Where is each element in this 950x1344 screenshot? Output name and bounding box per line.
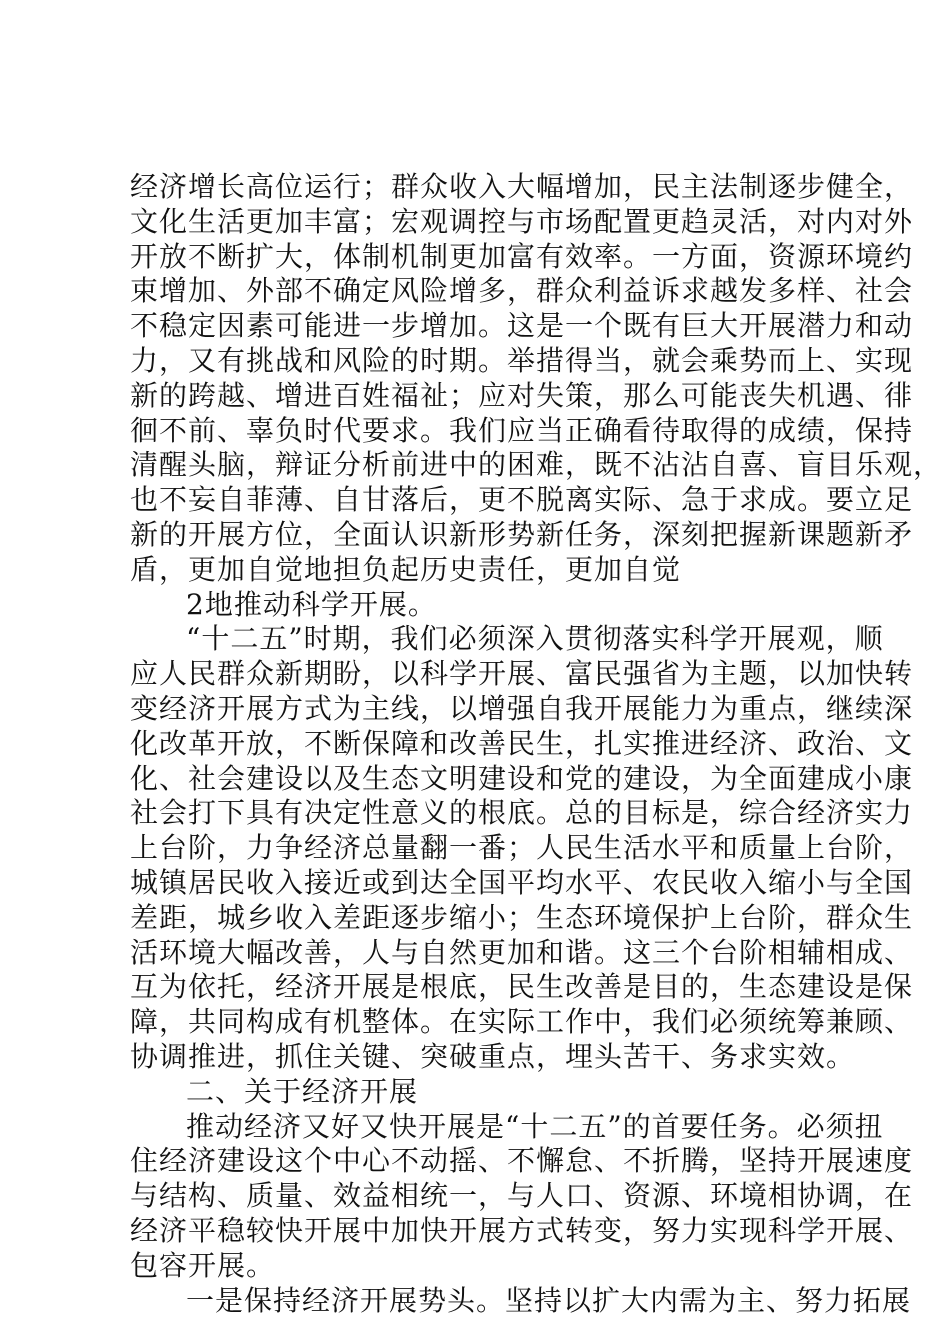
text-line: 2地推动科学开展。: [186, 587, 437, 621]
text-line: 经济平稳较快开展中加快开展方式转变，努力实现科学开展、: [130, 1213, 914, 1247]
text-line: 互为依托，经济开展是根底，民生改善是目的，生态建设是保: [130, 970, 914, 1004]
text-line: 活环境大幅改善，人与自然更加和谐。这三个台阶相辅相成、: [130, 935, 914, 969]
text-line: 城镇居民收入接近或到达全国平均水平、农民收入缩小与全国: [130, 865, 914, 899]
document-body: [130, 170, 943, 1318]
text-line: 清醒头脑，辩证分析前进中的困难，既不沾沾自喜、盲目乐观，: [130, 448, 943, 482]
text-line: 协调推进，抓住关键、突破重点，埋头苦干、务求实效。: [130, 1039, 856, 1073]
text-line: 徊不前、辜负时代要求。我们应当正确看待取得的成绩，保持: [130, 413, 914, 447]
text-line: 应人民群众新期盼，以科学开展、富民强省为主题，以加快转: [130, 657, 914, 691]
text-line: 推动经济又好又快开展是“十二五”的首要任务。必须扭: [186, 1109, 884, 1143]
text-line: 差距，城乡收入差距逐步缩小；生态环境保护上台阶，群众生: [130, 900, 914, 934]
text-line: 新的开展方位，全面认识新形势新任务，深刻把握新课题新矛: [130, 517, 914, 551]
text-line: 不稳定因素可能进一步增加。这是一个既有巨大开展潜力和动: [130, 309, 914, 343]
text-line: 束增加、外部不确定风险增多，群众利益诉求越发多样、社会: [130, 274, 914, 308]
text-line: 化改革开放，不断保障和改善民生，扎实推进经济、政治、文: [130, 726, 914, 760]
text-line: 二、关于经济开展: [186, 1074, 419, 1108]
text-line: 经济增长高位运行；群众收入大幅增加，民主法制逐步健全，: [130, 170, 914, 203]
text-line: 包容开展。: [130, 1248, 276, 1282]
text-line: 新的跨越、增进百姓福祉；应对失策，那么可能丧失机遇、徘: [130, 378, 914, 412]
text-line: 文化生活更加丰富；宏观调控与市场配置更趋灵活，对内对外: [130, 204, 914, 238]
text-line: 住经济建设这个中心不动摇、不懈怠、不折腾，坚持开展速度: [130, 1144, 914, 1178]
text-line: 力，又有挑战和风险的时期。举措得当，就会乘势而上、实现: [130, 343, 914, 377]
text-line: 上台阶，力争经济总量翻一番；人民生活水平和质量上台阶，: [130, 831, 914, 865]
text-line: 盾，更加自觉地担负起历史责任，更加自觉: [130, 552, 682, 586]
text-line: 化、社会建设以及生态文明建设和党的建设，为全面建成小康: [130, 761, 914, 795]
text-line: 障，共同构成有机整体。在实际工作中，我们必须统筹兼顾、: [130, 1005, 914, 1039]
text-line: 一是保持经济开展势头。坚持以扩大内需为主、努力拓展: [186, 1283, 912, 1317]
text-line: “十二五”时期，我们必须深入贯彻落实科学开展观，顺: [186, 622, 884, 656]
text-line: 变经济开展方式为主线，以增强自我开展能力为重点，继续深: [130, 691, 914, 725]
text-line: 与结构、质量、效益相统一，与人口、资源、环境相协调，在: [130, 1179, 914, 1213]
text-line: 也不妄自菲薄、自甘落后，更不脱离实际、急于求成。要立足: [130, 483, 914, 517]
text-line: 开放不断扩大，体制机制更加富有效率。一方面，资源环境约: [130, 239, 914, 273]
text-line: 社会打下具有决定性意义的根底。总的目标是，综合经济实力: [130, 796, 914, 830]
